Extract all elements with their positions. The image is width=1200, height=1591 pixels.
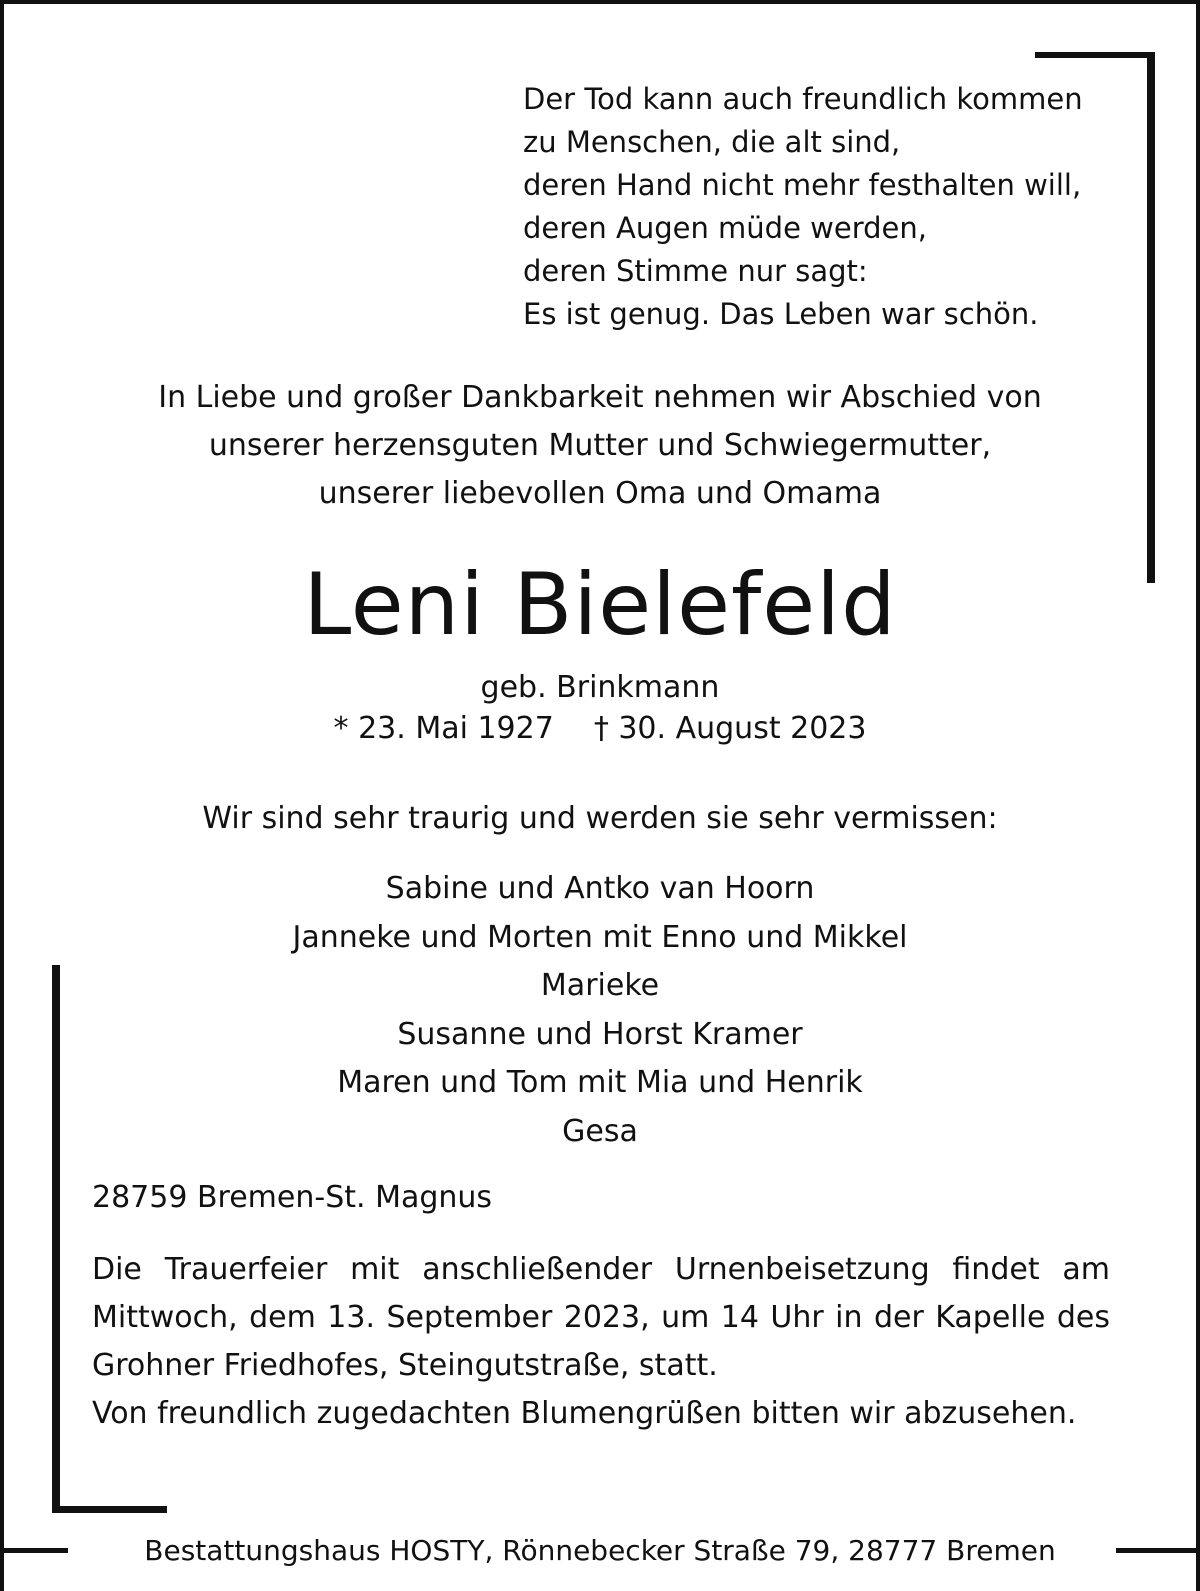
poem-line: deren Stimme nur sagt: — [523, 254, 868, 288]
poem-line: deren Augen müde werden, — [523, 211, 927, 245]
service-info — [92, 1246, 1110, 1438]
ceremony-text: Die Trauerfeier mit anschließender Urnenbeisetzung findet am Mittwoch, dem 13. September 2023, um 14 Uhr in der Kapelle des Grohner Friedhofes, Steingutstraße, statt. — [92, 1252, 1110, 1383]
top-right-bracket-horizontal — [1035, 52, 1155, 58]
bottom-left-bracket-horizontal — [52, 1506, 167, 1513]
funeral-home-footer — [0, 1530, 1200, 1572]
family-member: Gesa — [562, 1113, 638, 1149]
family-list — [0, 865, 1200, 1156]
life-dates — [0, 709, 1200, 749]
maiden-name: geb. Brinkmann — [480, 670, 720, 705]
family-member: Janneke und Morten mit Enno und Mikkel — [292, 919, 908, 955]
poem-line: Es ist genug. Das Leben war schön. — [523, 297, 1039, 331]
poem-line: zu Menschen, die alt sind, — [523, 125, 901, 159]
family-member: Maren und Tom mit Mia und Henrik — [337, 1065, 863, 1100]
intro-line: In Liebe und großer Dankbarkeit nehmen wir Abschied von — [158, 380, 1042, 415]
intro-line: unserer herzensguten Mutter und Schwiegermutter, — [208, 428, 992, 463]
poem — [523, 78, 1083, 336]
poem-line: Der Tod kann auch freundlich kommen — [523, 82, 1083, 116]
footer-text: Bestattungshaus HOSTY, Rönnebecker Straße 79, 28777 Bremen — [138, 1534, 1061, 1567]
poem-line: deren Hand nicht mehr festhalten will, — [523, 168, 1082, 202]
birth-date: * 23. Mai 1927 — [333, 711, 554, 746]
intro-text — [0, 374, 1200, 518]
deceased-name: Leni Bielefeld — [303, 555, 897, 655]
intro-line: unserer liebevollen Oma und Omama — [318, 476, 882, 511]
mourning-line: Wir sind sehr traurig und werden sie sehr vermissen: — [202, 801, 998, 836]
family-member: Sabine und Antko van Hoorn — [385, 871, 815, 906]
family-member: Marieke — [540, 968, 660, 1003]
family-member: Susanne und Horst Kramer — [397, 1016, 803, 1052]
flowers-text: Von freundlich zugedachten Blumengrüßen bitten wir abzusehen. — [92, 1396, 1077, 1431]
address: 28759 Bremen-St. Magnus — [92, 1180, 493, 1215]
death-date: † 30. August 2023 — [593, 711, 867, 746]
